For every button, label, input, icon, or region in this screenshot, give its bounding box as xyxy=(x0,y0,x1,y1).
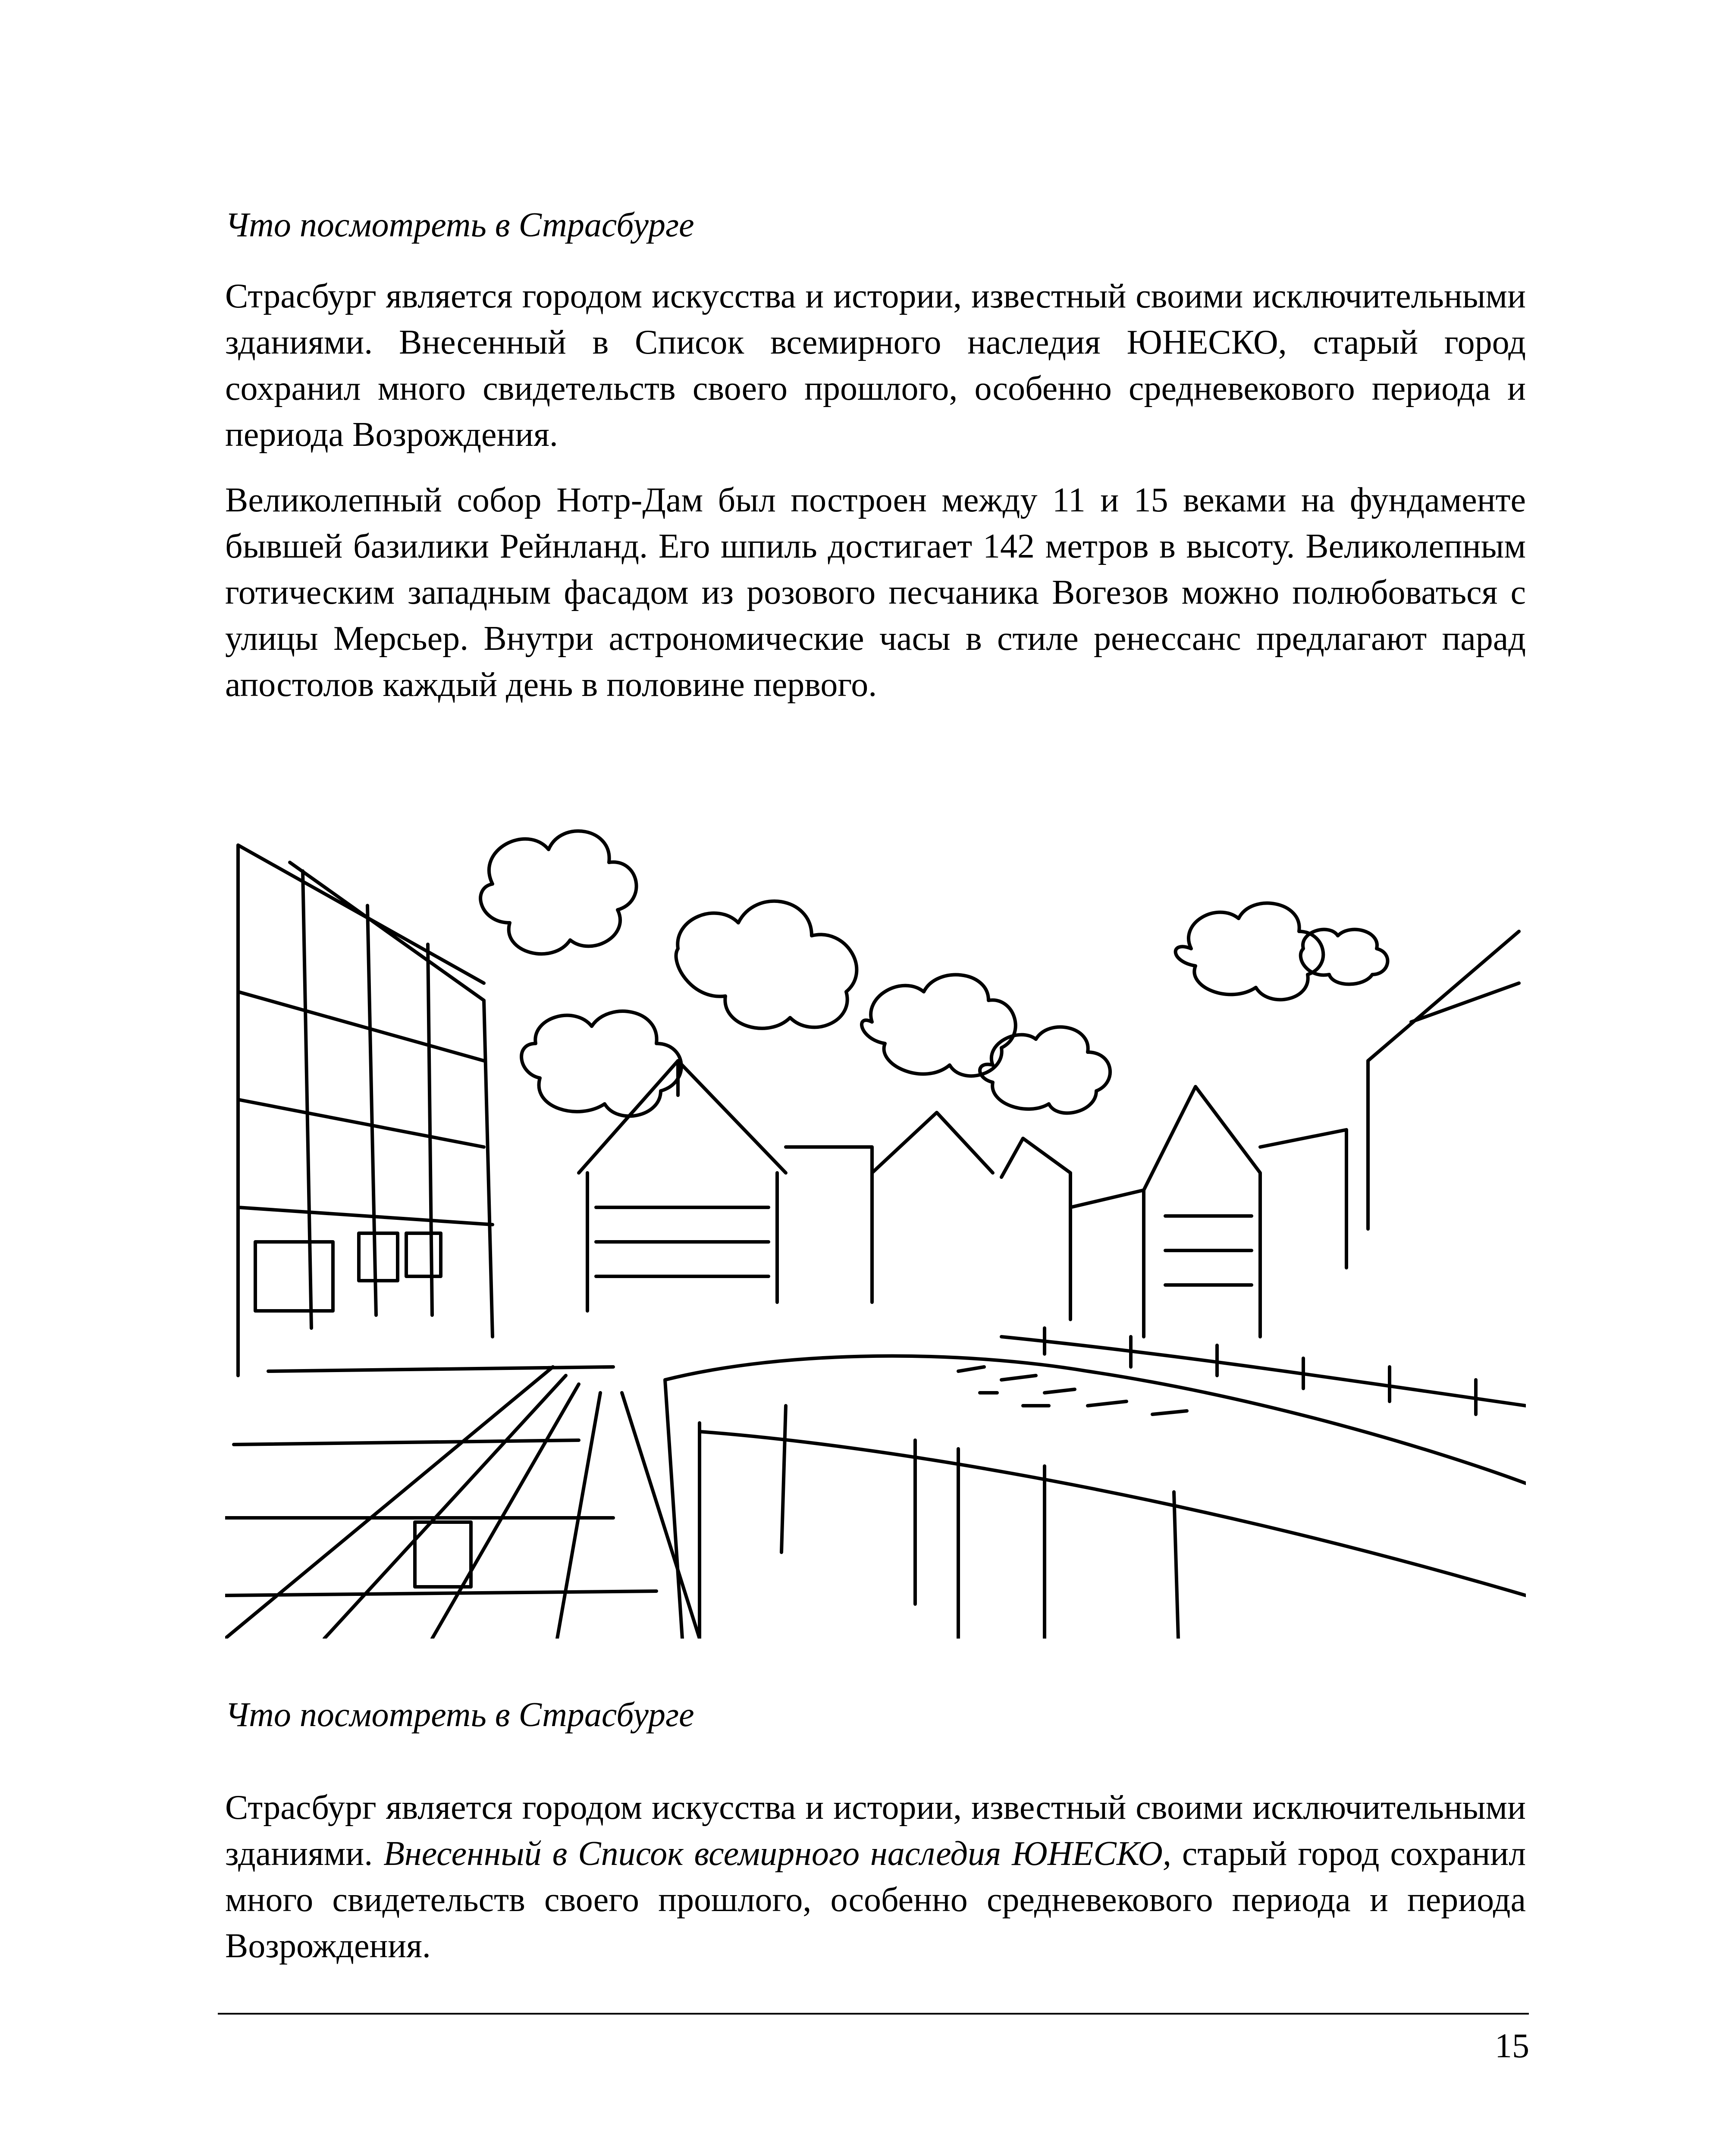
section-heading: Что посмотреть в Страсбурге xyxy=(225,206,694,244)
water-hatching xyxy=(958,1367,1187,1414)
street-illustration xyxy=(225,819,1526,1639)
paragraph-repeat-end: старый город сохранил много свидетельств своего прошлого, особенно средневекового периода и периода Возрождения. xyxy=(225,1835,1526,1965)
footer-rule xyxy=(218,2013,1529,2015)
cloud-4 xyxy=(521,1011,681,1116)
paragraph-cathedral: Великолепный собор Нотр-Дам был построен между 11 и 15 веками на фундаменте бывшей базилики Рейнланд. Его шпиль достигает 142 метров в высоту. Великолепным готическим западным фасадом из розового песчаника Вогезов можно полюбоваться с улицы Мерсьер. Внутри астрономические часы в стиле ренессанс предлагают парад апостолов каждый день в половине первого. xyxy=(225,481,1526,704)
left-building xyxy=(238,845,493,1376)
paragraph-repeat xyxy=(225,1785,1526,1969)
cloud-1 xyxy=(480,831,636,954)
canal-railing xyxy=(665,1356,1526,1639)
figure-caption: Что посмотреть в Страсбурге xyxy=(225,1696,694,1734)
paragraph-repeat-start: Страсбург является городом искусства и истории, известный своими исключительными зданиями. xyxy=(225,1789,1526,1873)
bottom-section xyxy=(225,1692,1526,1969)
top-section xyxy=(225,203,1526,708)
left-windows xyxy=(255,1233,471,1587)
cloud-7 xyxy=(980,1027,1110,1113)
center-houses xyxy=(579,1061,993,1311)
page-number: 15 xyxy=(1495,2027,1529,2065)
paragraph-intro: Страсбург является городом искусства и истории, известный своими исключительными зданиями. Внесенный в Список всемирного наследия ЮНЕСКО, старый город сохранил много свидетельств своего прошлого, особенно средневекового периода и периода Возрождения. xyxy=(225,277,1526,454)
paragraph-repeat-italic: Внесенный в Список всемирного наследия ЮНЕСКО, xyxy=(383,1835,1171,1873)
cloud-2 xyxy=(676,901,857,1028)
street xyxy=(225,1367,700,1639)
